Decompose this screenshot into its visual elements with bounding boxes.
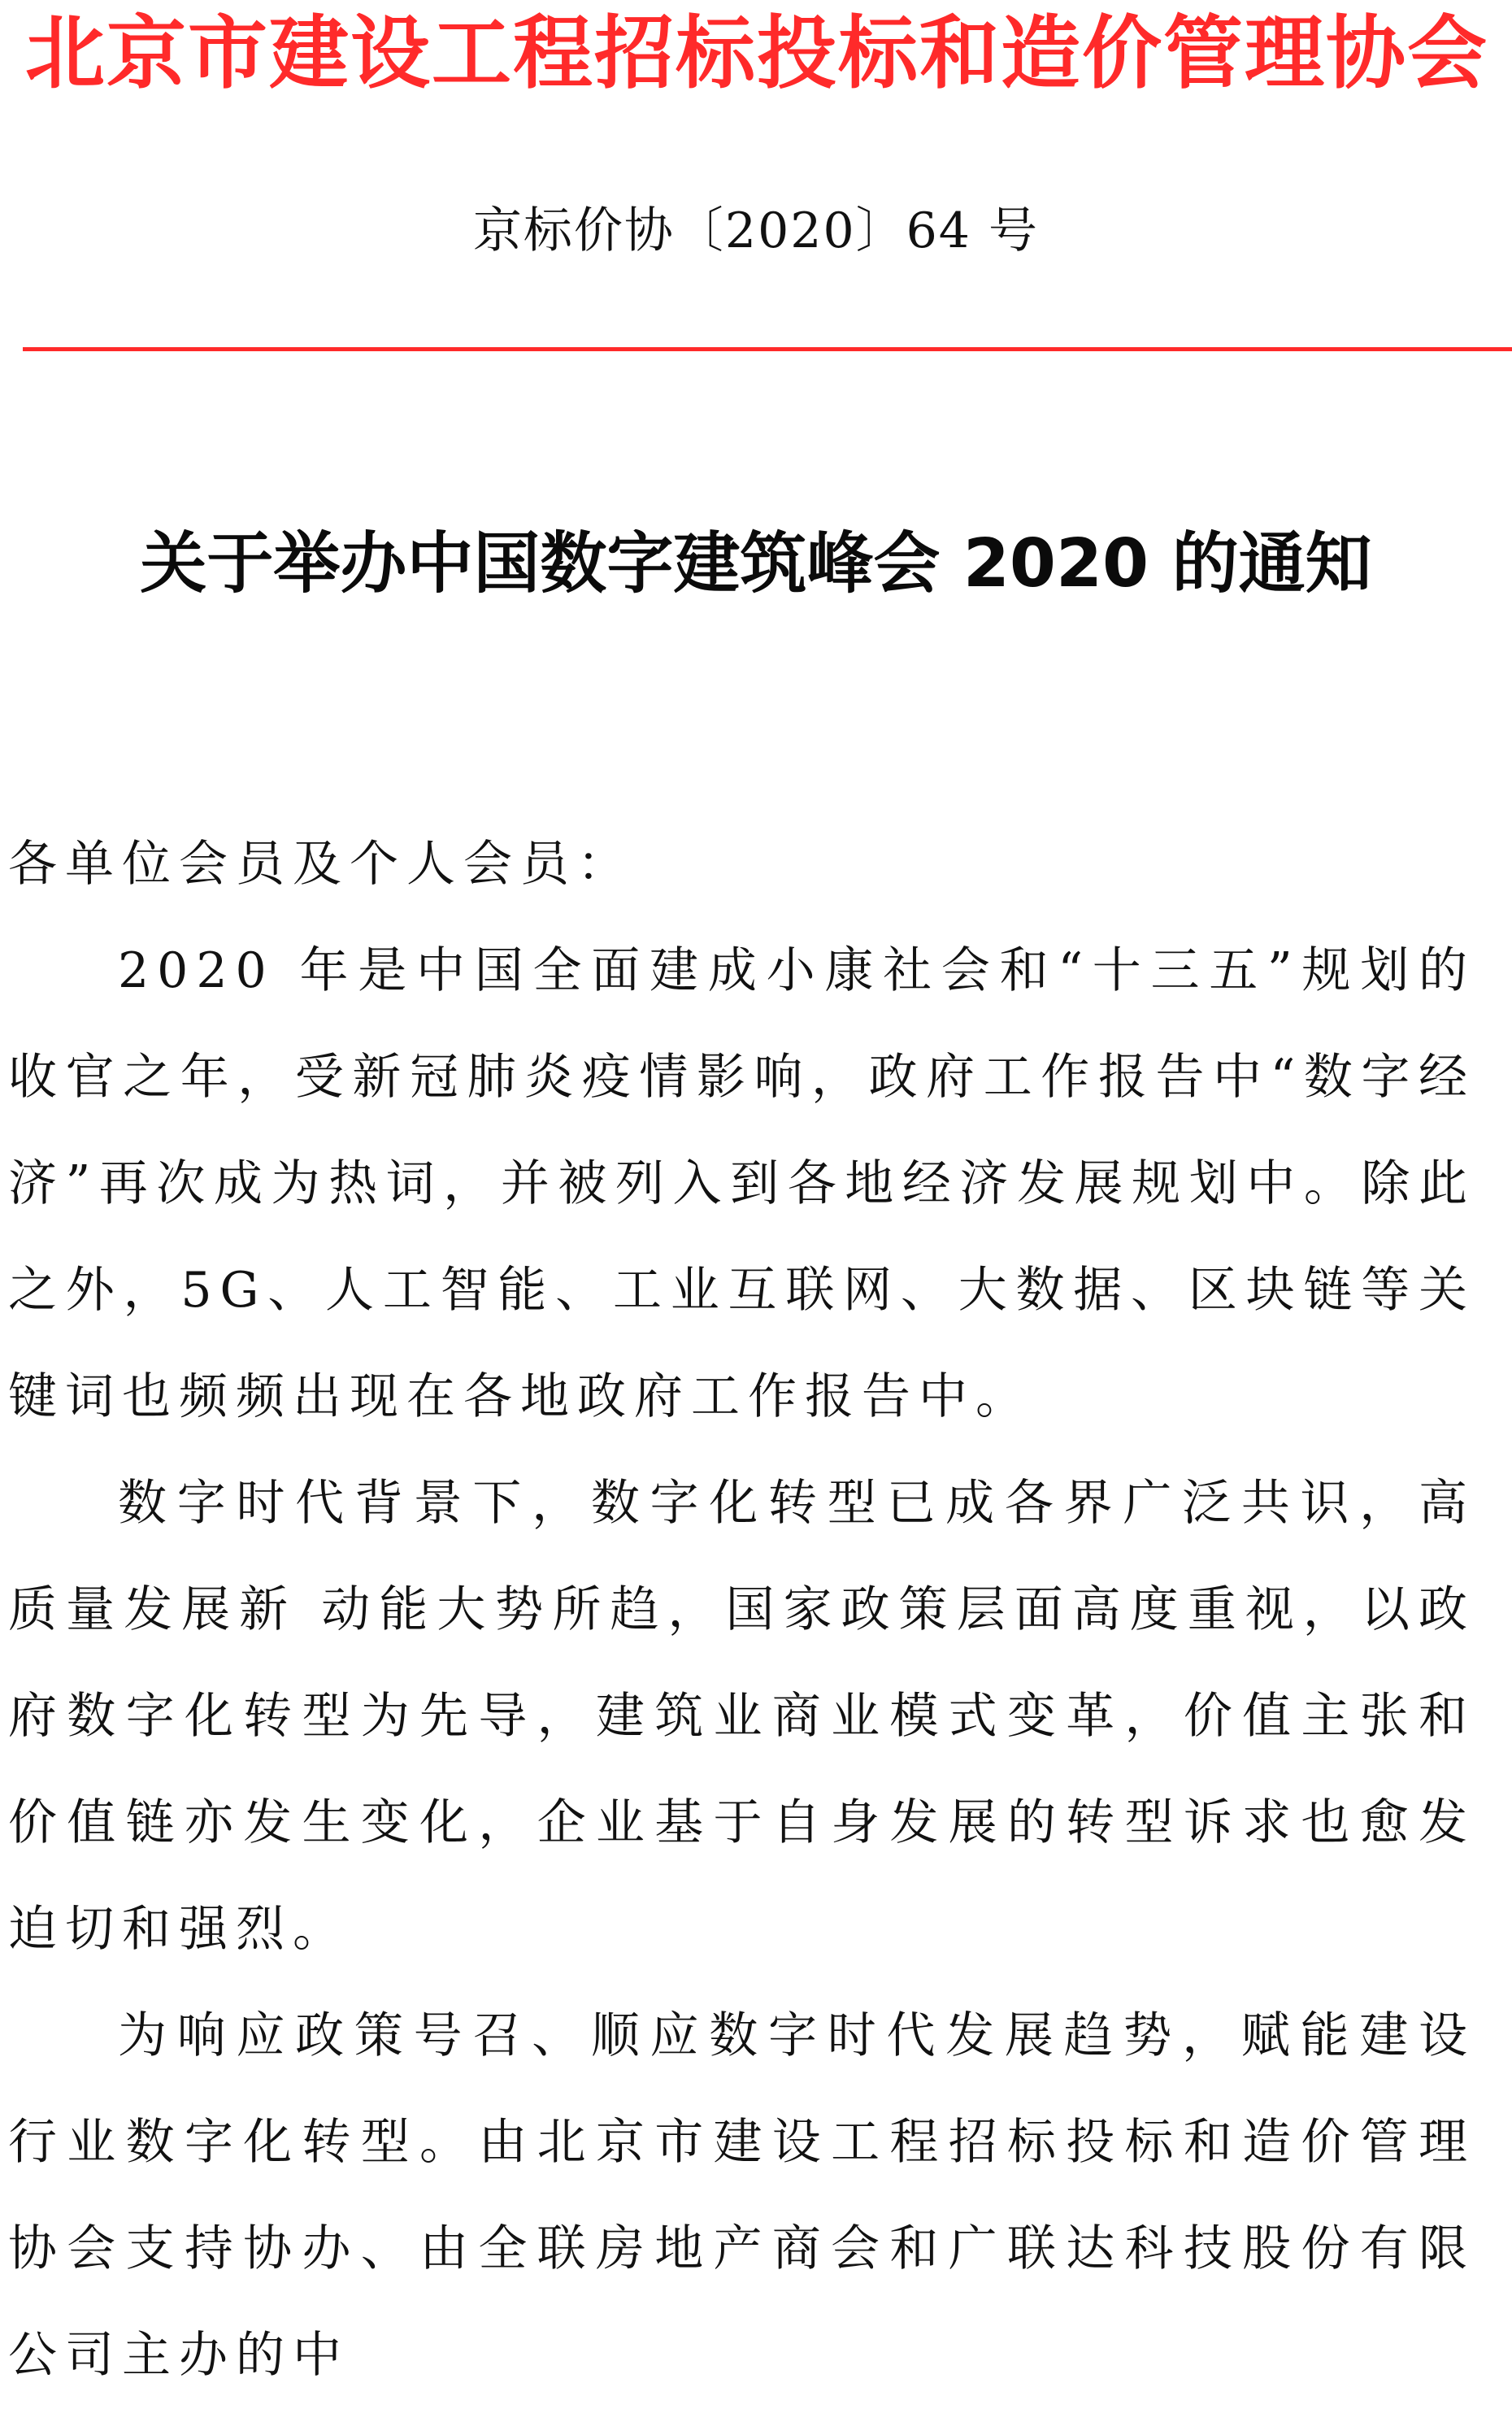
body-paragraph-1: 2020 年是中国全面建成小康社会和“十三五”规划的收官之年，受新冠肺炎疫情影响，政府工作报告中“数字经济”再次成为热词，并被列入到各地经济发展规划中。除此之外，5G、人工智能、工业互联网、大数据、区块链等关键词也频频出现在各地政府工作报告中。 xyxy=(8,942,1475,1425)
organization-letterhead-title: 北京市建设工程招标投标和造价管理协会 xyxy=(24,7,1488,100)
body-paragraph-3: 为响应政策号召、顺应数字时代发展趋势，赋能建设行业数字化转型。由北京市建设工程招标投标和造价管理协会支持协办、由全联房地产商会和广联达科技股份有限公司主办的中 xyxy=(8,2007,1475,2384)
letterhead-divider-line xyxy=(23,347,1512,351)
notice-body xyxy=(8,811,1475,2409)
salutation: 各单位会员及个人会员： xyxy=(8,836,634,893)
notice-headline: 关于举办中国数字建筑峰会 2020 的通知 xyxy=(140,525,1372,602)
body-paragraph-2: 数字时代背景下，数字化转型已成各界广泛共识，高质量发展新 动能大势所趋，国家政策层面高度重视，以政府数字化转型为先导，建筑业商业模式变革，价值主张和价值链亦发生变化，企业基于自身发展的转型诉求也愈发迫切和强烈。 xyxy=(8,1475,1475,1958)
document-number: 京标价协〔2020〕64 号 xyxy=(472,202,1040,259)
